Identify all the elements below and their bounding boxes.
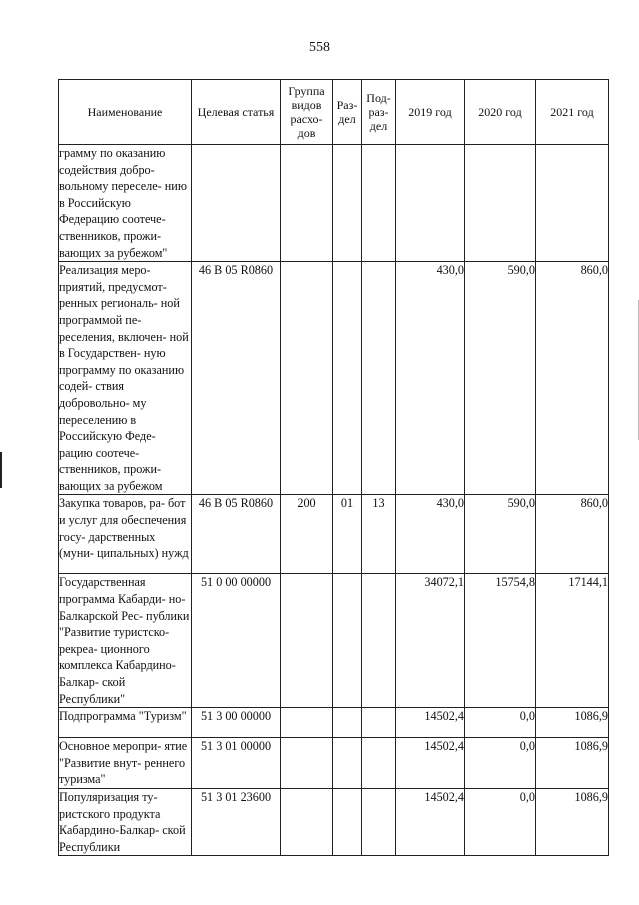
cell-name: Популяризация ту- ристского продукта Кабардино-Балкар- ской Республики xyxy=(59,789,192,856)
header-2020: 2020 год xyxy=(465,80,536,145)
table-row xyxy=(59,574,609,708)
page-number: 558 xyxy=(309,40,330,55)
cell-subsection xyxy=(362,262,396,495)
cell-2019: 34072,1 xyxy=(396,574,465,708)
cell-target: 51 0 00 00000 xyxy=(192,574,281,708)
cell-2020: 590,0 xyxy=(465,495,536,574)
cell-section xyxy=(333,789,362,856)
cell-2019 xyxy=(396,145,465,262)
cell-section xyxy=(333,738,362,789)
cell-target: 51 3 01 00000 xyxy=(192,738,281,789)
header-subsection: Под- раз- дел xyxy=(362,80,396,145)
cell-target xyxy=(192,145,281,262)
header-row xyxy=(59,80,609,145)
cell-name: Основное меропри- ятие "Развитие внут- реннего туризма" xyxy=(59,738,192,789)
cell-2019: 14502,4 xyxy=(396,738,465,789)
cell-group xyxy=(281,738,333,789)
header-target: Целевая статья xyxy=(192,80,281,145)
cell-subsection xyxy=(362,145,396,262)
cell-2021: 1086,9 xyxy=(536,789,609,856)
table-row xyxy=(59,789,609,856)
cell-2021: 860,0 xyxy=(536,495,609,574)
cell-name: Государственная программа Кабарди- но-Балкарской Рес- публики "Развитие туристско-рекреа- ционного комплекса Кабардино-Балкар- ской Республики" xyxy=(59,574,192,708)
cell-subsection xyxy=(362,708,396,738)
cell-section xyxy=(333,145,362,262)
cell-section: 01 xyxy=(333,495,362,574)
table-row xyxy=(59,738,609,789)
cell-target: 51 3 00 00000 xyxy=(192,708,281,738)
cell-2021: 1086,9 xyxy=(536,738,609,789)
cell-2021: 1086,9 xyxy=(536,708,609,738)
cell-group xyxy=(281,262,333,495)
budget-table xyxy=(58,79,609,856)
cell-subsection: 13 xyxy=(362,495,396,574)
cell-target: 51 3 01 23600 xyxy=(192,789,281,856)
header-2021: 2021 год xyxy=(536,80,609,145)
cell-group xyxy=(281,708,333,738)
cell-name: Закупка товаров, ра- бот и услуг для обеспечения госу- дарственных (муни- ципальных) нужд xyxy=(59,495,192,574)
table-row xyxy=(59,495,609,574)
cell-2021 xyxy=(536,145,609,262)
cell-subsection xyxy=(362,574,396,708)
cell-2019: 430,0 xyxy=(396,495,465,574)
cell-group xyxy=(281,789,333,856)
cell-2020: 590,0 xyxy=(465,262,536,495)
cell-2020: 15754,8 xyxy=(465,574,536,708)
scan-margin-mark xyxy=(0,452,2,488)
table-row xyxy=(59,708,609,738)
cell-2019: 14502,4 xyxy=(396,708,465,738)
cell-target: 46 В 05 R0860 xyxy=(192,262,281,495)
cell-2020 xyxy=(465,145,536,262)
cell-2020: 0,0 xyxy=(465,738,536,789)
cell-target: 46 В 05 R0860 xyxy=(192,495,281,574)
cell-2020: 0,0 xyxy=(465,708,536,738)
cell-2019: 430,0 xyxy=(396,262,465,495)
cell-section xyxy=(333,262,362,495)
table-row xyxy=(59,145,609,262)
cell-name: грамму по оказанию содействия добро- вольному переселе- нию в Российскую Федерацию соотече- ственников, прожи- вающих за рубежом" xyxy=(59,145,192,262)
header-section: Раз- дел xyxy=(333,80,362,145)
cell-name: Реализация меро- приятий, предусмот- ренных региональ- ной программой пе- реселения, включен- ной в Государствен- ную программу по оказанию содей- ствия добровольно- му переселению в Российскую Феде- рацию соотече- ственников, прожи- вающих за рубежом xyxy=(59,262,192,495)
table-row xyxy=(59,262,609,495)
cell-2019: 14502,4 xyxy=(396,789,465,856)
cell-group xyxy=(281,574,333,708)
cell-name: Подпрограмма "Туризм" xyxy=(59,708,192,738)
cell-subsection xyxy=(362,789,396,856)
header-group: Группа видов расхо- дов xyxy=(281,80,333,145)
cell-2021: 17144,1 xyxy=(536,574,609,708)
cell-section xyxy=(333,574,362,708)
cell-group: 200 xyxy=(281,495,333,574)
cell-2021: 860,0 xyxy=(536,262,609,495)
header-2019: 2019 год xyxy=(396,80,465,145)
cell-2020: 0,0 xyxy=(465,789,536,856)
cell-section xyxy=(333,708,362,738)
cell-subsection xyxy=(362,738,396,789)
header-name: Наименование xyxy=(59,80,192,145)
cell-group xyxy=(281,145,333,262)
